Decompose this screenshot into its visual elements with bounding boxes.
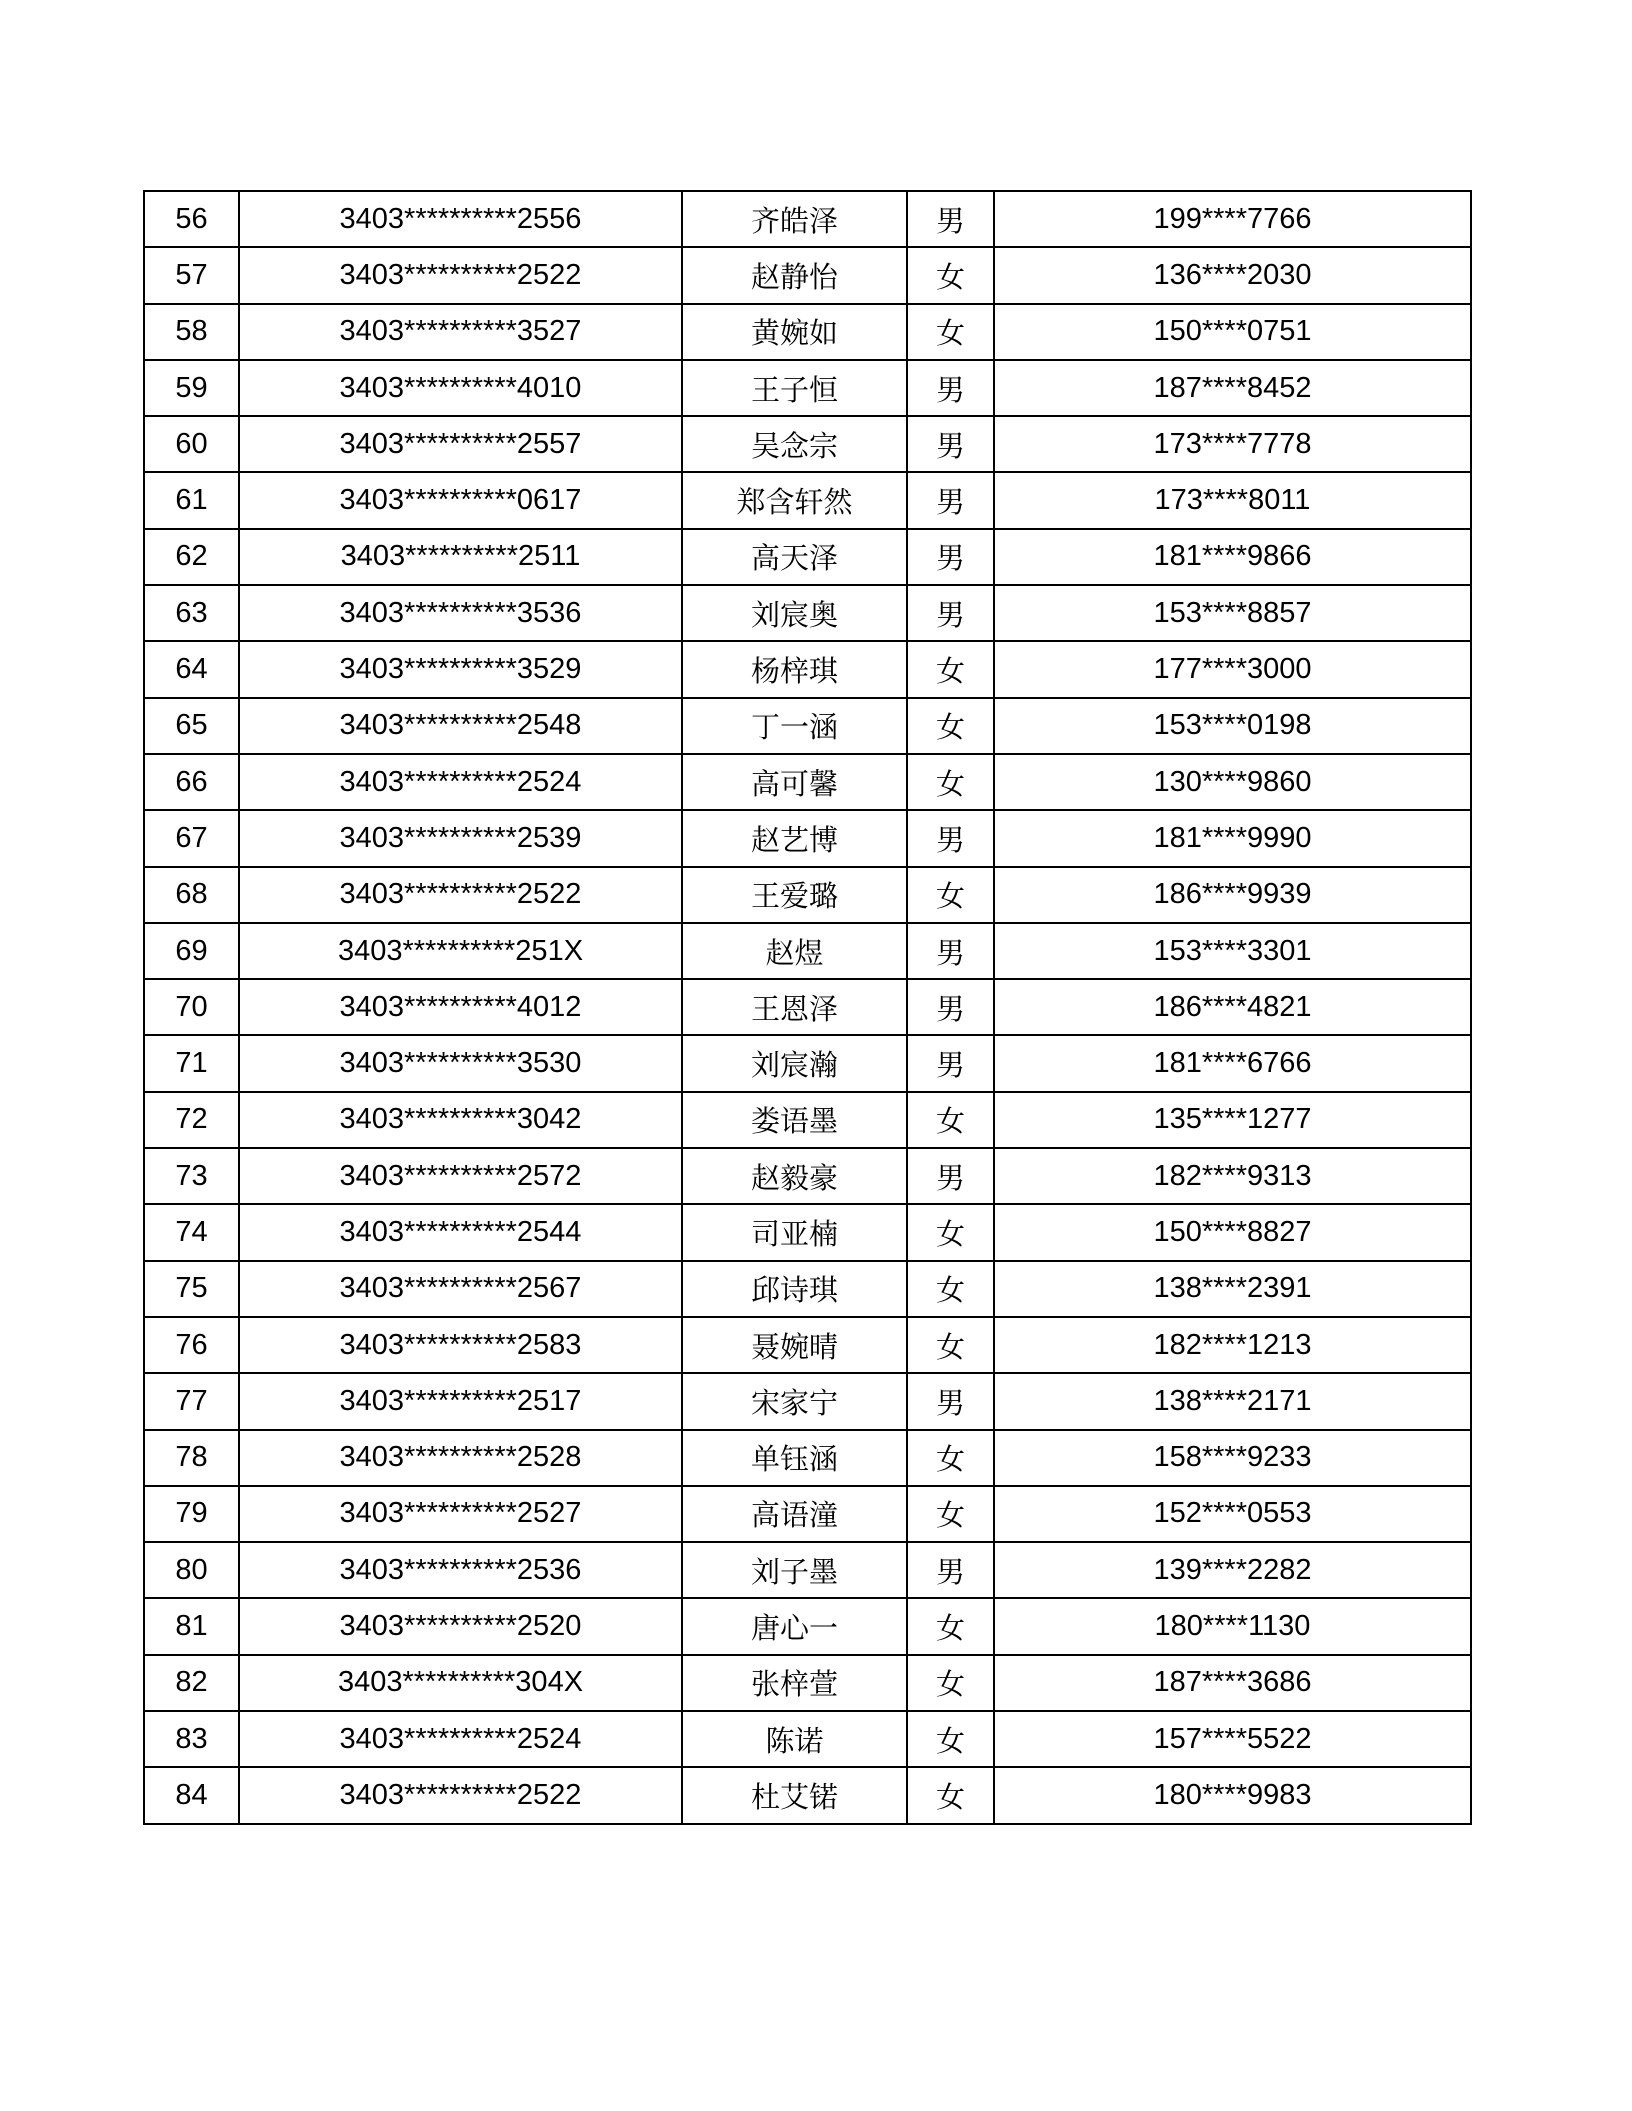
row-number-cell: 72 xyxy=(144,1092,239,1148)
table-row xyxy=(144,1767,1471,1823)
row-number-cell: 66 xyxy=(144,754,239,810)
student-name-cell: 黄婉如 xyxy=(682,304,907,360)
id-number-cell: 3403**********3042 xyxy=(239,1092,682,1148)
row-number-cell: 84 xyxy=(144,1767,239,1823)
id-number-cell: 3403**********2527 xyxy=(239,1486,682,1542)
id-number-cell: 3403**********4010 xyxy=(239,360,682,416)
id-number-cell: 3403**********2583 xyxy=(239,1317,682,1373)
phone-cell: 199****7766 xyxy=(994,191,1471,247)
id-number-cell: 3403**********2522 xyxy=(239,867,682,923)
student-name-cell: 王爱璐 xyxy=(682,867,907,923)
id-number-cell: 3403**********2572 xyxy=(239,1148,682,1204)
id-number-cell: 3403**********0617 xyxy=(239,472,682,528)
row-number-cell: 58 xyxy=(144,304,239,360)
student-name-cell: 宋家宁 xyxy=(682,1373,907,1429)
phone-cell: 182****1213 xyxy=(994,1317,1471,1373)
table-row xyxy=(144,191,1471,247)
student-name-cell: 杜艾锘 xyxy=(682,1767,907,1823)
gender-cell: 男 xyxy=(907,416,994,472)
id-number-cell: 3403**********2517 xyxy=(239,1373,682,1429)
roster-body xyxy=(144,191,1471,1824)
student-name-cell: 邱诗琪 xyxy=(682,1261,907,1317)
student-name-cell: 王子恒 xyxy=(682,360,907,416)
id-number-cell: 3403**********2548 xyxy=(239,698,682,754)
table-row xyxy=(144,585,1471,641)
table-row xyxy=(144,1373,1471,1429)
id-number-cell: 3403**********2528 xyxy=(239,1430,682,1486)
table-row xyxy=(144,1542,1471,1598)
id-number-cell: 3403**********2536 xyxy=(239,1542,682,1598)
id-number-cell: 3403**********3530 xyxy=(239,1035,682,1091)
phone-cell: 138****2391 xyxy=(994,1261,1471,1317)
gender-cell: 女 xyxy=(907,304,994,360)
id-number-cell: 3403**********3529 xyxy=(239,641,682,697)
id-number-cell: 3403**********2544 xyxy=(239,1204,682,1260)
id-number-cell: 3403**********2524 xyxy=(239,1711,682,1767)
gender-cell: 男 xyxy=(907,1542,994,1598)
row-number-cell: 61 xyxy=(144,472,239,528)
table-row xyxy=(144,1204,1471,1260)
id-number-cell: 3403**********2511 xyxy=(239,529,682,585)
row-number-cell: 83 xyxy=(144,1711,239,1767)
table-row xyxy=(144,1148,1471,1204)
row-number-cell: 81 xyxy=(144,1598,239,1654)
gender-cell: 女 xyxy=(907,1711,994,1767)
gender-cell: 男 xyxy=(907,979,994,1035)
student-name-cell: 高语潼 xyxy=(682,1486,907,1542)
gender-cell: 女 xyxy=(907,1092,994,1148)
table-row xyxy=(144,1261,1471,1317)
row-number-cell: 56 xyxy=(144,191,239,247)
gender-cell: 男 xyxy=(907,529,994,585)
id-number-cell: 3403**********3536 xyxy=(239,585,682,641)
student-name-cell: 赵静怡 xyxy=(682,247,907,303)
gender-cell: 女 xyxy=(907,754,994,810)
student-name-cell: 赵煜 xyxy=(682,923,907,979)
gender-cell: 男 xyxy=(907,191,994,247)
gender-cell: 男 xyxy=(907,1035,994,1091)
phone-cell: 177****3000 xyxy=(994,641,1471,697)
table-row xyxy=(144,923,1471,979)
row-number-cell: 57 xyxy=(144,247,239,303)
row-number-cell: 74 xyxy=(144,1204,239,1260)
gender-cell: 女 xyxy=(907,247,994,303)
phone-cell: 181****9866 xyxy=(994,529,1471,585)
student-name-cell: 吴念宗 xyxy=(682,416,907,472)
gender-cell: 女 xyxy=(907,698,994,754)
phone-cell: 150****8827 xyxy=(994,1204,1471,1260)
table-row xyxy=(144,1092,1471,1148)
phone-cell: 153****0198 xyxy=(994,698,1471,754)
row-number-cell: 63 xyxy=(144,585,239,641)
phone-cell: 130****9860 xyxy=(994,754,1471,810)
id-number-cell: 3403**********2522 xyxy=(239,247,682,303)
phone-cell: 136****2030 xyxy=(994,247,1471,303)
phone-cell: 180****9983 xyxy=(994,1767,1471,1823)
row-number-cell: 62 xyxy=(144,529,239,585)
phone-cell: 157****5522 xyxy=(994,1711,1471,1767)
student-name-cell: 郑含轩然 xyxy=(682,472,907,528)
student-name-cell: 高天泽 xyxy=(682,529,907,585)
id-number-cell: 3403**********2524 xyxy=(239,754,682,810)
table-row xyxy=(144,529,1471,585)
table-row xyxy=(144,304,1471,360)
student-name-cell: 赵艺博 xyxy=(682,810,907,866)
phone-cell: 138****2171 xyxy=(994,1373,1471,1429)
student-roster-table xyxy=(143,190,1472,1825)
row-number-cell: 75 xyxy=(144,1261,239,1317)
id-number-cell: 3403**********251X xyxy=(239,923,682,979)
student-name-cell: 张梓萱 xyxy=(682,1655,907,1711)
id-number-cell: 3403**********3527 xyxy=(239,304,682,360)
id-number-cell: 3403**********2556 xyxy=(239,191,682,247)
student-name-cell: 刘宸瀚 xyxy=(682,1035,907,1091)
row-number-cell: 59 xyxy=(144,360,239,416)
phone-cell: 173****7778 xyxy=(994,416,1471,472)
id-number-cell: 3403**********304X xyxy=(239,1655,682,1711)
id-number-cell: 3403**********4012 xyxy=(239,979,682,1035)
gender-cell: 女 xyxy=(907,1767,994,1823)
row-number-cell: 69 xyxy=(144,923,239,979)
table-row xyxy=(144,867,1471,923)
gender-cell: 男 xyxy=(907,810,994,866)
table-row xyxy=(144,979,1471,1035)
row-number-cell: 65 xyxy=(144,698,239,754)
row-number-cell: 76 xyxy=(144,1317,239,1373)
gender-cell: 女 xyxy=(907,1598,994,1654)
student-name-cell: 司亚楠 xyxy=(682,1204,907,1260)
gender-cell: 女 xyxy=(907,1317,994,1373)
table-row xyxy=(144,1430,1471,1486)
gender-cell: 男 xyxy=(907,585,994,641)
table-row xyxy=(144,1035,1471,1091)
phone-cell: 152****0553 xyxy=(994,1486,1471,1542)
phone-cell: 150****0751 xyxy=(994,304,1471,360)
gender-cell: 女 xyxy=(907,641,994,697)
phone-cell: 173****8011 xyxy=(994,472,1471,528)
student-name-cell: 齐皓泽 xyxy=(682,191,907,247)
phone-cell: 153****3301 xyxy=(994,923,1471,979)
phone-cell: 187****3686 xyxy=(994,1655,1471,1711)
student-name-cell: 赵毅豪 xyxy=(682,1148,907,1204)
gender-cell: 女 xyxy=(907,1430,994,1486)
table-row xyxy=(144,1711,1471,1767)
student-name-cell: 单钰涵 xyxy=(682,1430,907,1486)
gender-cell: 女 xyxy=(907,1204,994,1260)
student-name-cell: 陈诺 xyxy=(682,1711,907,1767)
id-number-cell: 3403**********2520 xyxy=(239,1598,682,1654)
gender-cell: 女 xyxy=(907,1486,994,1542)
student-name-cell: 聂婉晴 xyxy=(682,1317,907,1373)
row-number-cell: 78 xyxy=(144,1430,239,1486)
phone-cell: 158****9233 xyxy=(994,1430,1471,1486)
id-number-cell: 3403**********2539 xyxy=(239,810,682,866)
phone-cell: 182****9313 xyxy=(994,1148,1471,1204)
student-name-cell: 唐心一 xyxy=(682,1598,907,1654)
table-row xyxy=(144,810,1471,866)
table-row xyxy=(144,472,1471,528)
table-row xyxy=(144,641,1471,697)
table-row xyxy=(144,1655,1471,1711)
row-number-cell: 64 xyxy=(144,641,239,697)
phone-cell: 187****8452 xyxy=(994,360,1471,416)
phone-cell: 180****1130 xyxy=(994,1598,1471,1654)
gender-cell: 女 xyxy=(907,867,994,923)
row-number-cell: 67 xyxy=(144,810,239,866)
row-number-cell: 68 xyxy=(144,867,239,923)
id-number-cell: 3403**********2557 xyxy=(239,416,682,472)
id-number-cell: 3403**********2567 xyxy=(239,1261,682,1317)
row-number-cell: 60 xyxy=(144,416,239,472)
phone-cell: 139****2282 xyxy=(994,1542,1471,1598)
gender-cell: 女 xyxy=(907,1261,994,1317)
phone-cell: 135****1277 xyxy=(994,1092,1471,1148)
phone-cell: 181****9990 xyxy=(994,810,1471,866)
table-row xyxy=(144,247,1471,303)
table-row xyxy=(144,416,1471,472)
row-number-cell: 71 xyxy=(144,1035,239,1091)
student-name-cell: 刘子墨 xyxy=(682,1542,907,1598)
gender-cell: 男 xyxy=(907,472,994,528)
id-number-cell: 3403**********2522 xyxy=(239,1767,682,1823)
phone-cell: 186****9939 xyxy=(994,867,1471,923)
table-row xyxy=(144,360,1471,416)
row-number-cell: 70 xyxy=(144,979,239,1035)
student-name-cell: 杨梓琪 xyxy=(682,641,907,697)
gender-cell: 男 xyxy=(907,1373,994,1429)
row-number-cell: 77 xyxy=(144,1373,239,1429)
gender-cell: 女 xyxy=(907,1655,994,1711)
row-number-cell: 82 xyxy=(144,1655,239,1711)
table-row xyxy=(144,698,1471,754)
student-name-cell: 高可馨 xyxy=(682,754,907,810)
table-row xyxy=(144,1598,1471,1654)
student-name-cell: 娄语墨 xyxy=(682,1092,907,1148)
student-name-cell: 丁一涵 xyxy=(682,698,907,754)
table-row xyxy=(144,1317,1471,1373)
row-number-cell: 79 xyxy=(144,1486,239,1542)
phone-cell: 181****6766 xyxy=(994,1035,1471,1091)
gender-cell: 男 xyxy=(907,1148,994,1204)
student-name-cell: 刘宸奥 xyxy=(682,585,907,641)
table-row xyxy=(144,754,1471,810)
phone-cell: 153****8857 xyxy=(994,585,1471,641)
row-number-cell: 73 xyxy=(144,1148,239,1204)
student-name-cell: 王恩泽 xyxy=(682,979,907,1035)
row-number-cell: 80 xyxy=(144,1542,239,1598)
phone-cell: 186****4821 xyxy=(994,979,1471,1035)
table-row xyxy=(144,1486,1471,1542)
gender-cell: 男 xyxy=(907,360,994,416)
gender-cell: 男 xyxy=(907,923,994,979)
